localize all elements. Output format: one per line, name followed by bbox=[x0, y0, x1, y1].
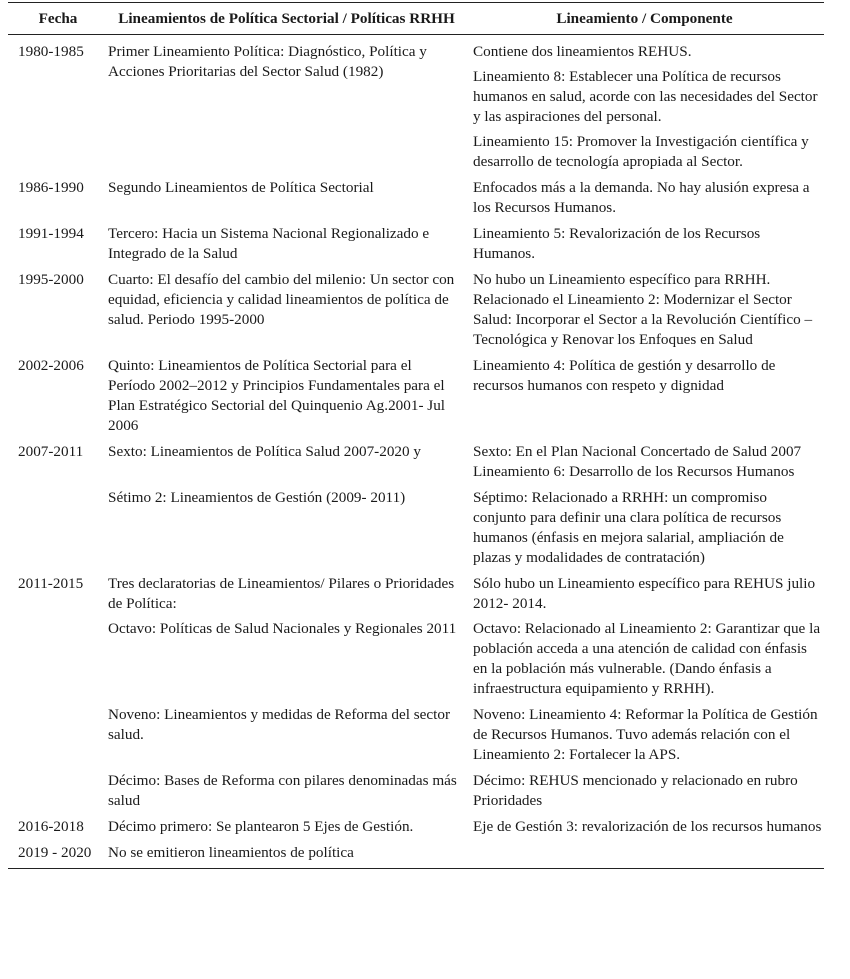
row-date bbox=[8, 699, 108, 765]
row-policy bbox=[108, 350, 465, 436]
row-policy bbox=[108, 436, 465, 482]
policy-text: Tercero: Hacia un Sistema Nacional Regionalizado e Integrado de la Salud bbox=[108, 225, 430, 262]
component-text: Sólo hubo un Lineamiento específico para REHUS julio 2012- 2014. bbox=[473, 575, 816, 612]
row-date: 2002-2006 bbox=[18, 357, 84, 374]
table-header bbox=[8, 3, 824, 35]
row-policy bbox=[108, 699, 465, 765]
policy-text: Décimo: Bases de Reforma con pilares denominadas más salud bbox=[108, 772, 457, 809]
row-policy bbox=[108, 568, 465, 699]
row-component bbox=[465, 765, 824, 811]
row-policy bbox=[108, 837, 465, 869]
row-date: 1986-1990 bbox=[18, 179, 84, 196]
table-row bbox=[8, 482, 824, 568]
header-component: Lineamiento / Componente bbox=[465, 3, 824, 35]
row-policy bbox=[108, 765, 465, 811]
row-component bbox=[465, 218, 824, 264]
policy-text: Octavo: Políticas de Salud Nacionales y Regionales 2011 bbox=[108, 620, 457, 637]
table-row bbox=[8, 765, 824, 811]
row-component bbox=[465, 436, 824, 482]
header-date: Fecha bbox=[8, 3, 108, 35]
row-component bbox=[465, 837, 824, 869]
table-row bbox=[8, 172, 824, 218]
row-component bbox=[465, 172, 824, 218]
policy-text: Tres declaratorias de Lineamientos/ Pilares o Prioridades de Política: bbox=[108, 575, 455, 612]
component-text: Lineamiento 4: Política de gestión y desarrollo de recursos humanos con respeto y dignidad bbox=[473, 357, 776, 394]
component-text: Enfocados más a la demanda. No hay alusión expresa a los Recursos Humanos. bbox=[473, 179, 810, 216]
table-row bbox=[8, 837, 824, 869]
table-row bbox=[8, 350, 824, 436]
row-component bbox=[465, 350, 824, 436]
table-row bbox=[8, 811, 824, 837]
row-policy bbox=[108, 172, 465, 218]
policy-text: Segundo Lineamientos de Política Sectorial bbox=[108, 179, 374, 196]
row-component bbox=[465, 811, 824, 837]
policy-text: Primer Lineamiento Política: Diagnóstico, Política y Acciones Prioritarias del Sector Salud (1982) bbox=[108, 43, 427, 80]
row-policy bbox=[108, 264, 465, 350]
row-date: 2016-2018 bbox=[18, 818, 84, 835]
table-row bbox=[8, 699, 824, 765]
row-policy bbox=[108, 811, 465, 837]
row-policy bbox=[108, 482, 465, 568]
row-component bbox=[465, 35, 824, 173]
component-text: Octavo: Relacionado al Lineamiento 2: Garantizar que la población acceda a una atención de calidad con énfasis en la población más vulnerable. (Dando énfasis a infraestructura equipamiento y RRHH). bbox=[473, 620, 821, 697]
policy-text: Quinto: Lineamientos de Política Sectorial para el Período 2002–2012 y Principios Fundamentales para el Plan Estratégico Sectorial del Quinquenio Ag.2001- Jul 2006 bbox=[108, 357, 446, 434]
row-component bbox=[465, 264, 824, 350]
row-date: 2011-2015 bbox=[18, 575, 84, 592]
row-date: 2007-2011 bbox=[18, 443, 84, 460]
component-text: Contiene dos lineamientos REHUS. bbox=[473, 43, 692, 60]
table-row bbox=[8, 264, 824, 350]
table-row bbox=[8, 35, 824, 173]
row-date: 2019 - 2020 bbox=[8, 837, 108, 869]
component-text: Noveno: Lineamiento 4: Reformar la Política de Gestión de Recursos Humanos. Tuvo además relación con el Lineamiento 2: Fortalecer la APS. bbox=[473, 706, 818, 763]
component-text: Séptimo: Relacionado a RRHH: un compromiso conjunto para definir una clara política de recursos humanos (énfasis en mejora salarial, ampliación de plazas y modalidades de contratación) bbox=[473, 489, 784, 566]
policy-text: Cuarto: El desafío del cambio del milenio: Un sector con equidad, eficiencia y calidad lineamientos de política de salud. Periodo 1995-2000 bbox=[108, 271, 455, 328]
row-date: 1991-1994 bbox=[18, 225, 84, 242]
policy-text: Décimo primero: Se plantearon 5 Ejes de Gestión. bbox=[108, 818, 414, 835]
row-policy bbox=[108, 218, 465, 264]
policy-text: No se emitieron lineamientos de política bbox=[108, 844, 354, 861]
row-date: 1995-2000 bbox=[18, 271, 84, 288]
row-date bbox=[8, 482, 108, 568]
component-text: No hubo un Lineamiento específico para RRHH. Relacionado el Lineamiento 2: Modernizar el Sector Salud: Incorporar el Sector a la Revolución Científico – Tecnológica y Renovar los Enfoques en Salud bbox=[473, 271, 813, 348]
component-text: Lineamiento 15: Promover la Investigación científica y desarrollo de tecnología apropiada al Sector. bbox=[473, 133, 809, 170]
table-row bbox=[8, 218, 824, 264]
policy-table bbox=[8, 2, 824, 869]
row-component bbox=[465, 568, 824, 699]
component-text: Décimo: REHUS mencionado y relacionado en rubro Prioridades bbox=[473, 772, 798, 809]
policy-text: Noveno: Lineamientos y medidas de Reforma del sector salud. bbox=[108, 706, 451, 743]
row-date: 1980-1985 bbox=[18, 43, 84, 60]
component-text: Eje de Gestión 3: revalorización de los recursos humanos bbox=[473, 818, 822, 835]
header-policy: Lineamientos de Política Sectorial / Políticas RRHH bbox=[108, 3, 465, 35]
component-text: Sexto: En el Plan Nacional Concertado de Salud 2007 Lineamiento 6: Desarrollo de los Recursos Humanos bbox=[473, 443, 802, 480]
component-text: Lineamiento 8: Establecer una Política de recursos humanos en salud, acorde con las necesidades del Sector y las aspiraciones del personal. bbox=[473, 68, 818, 125]
row-component bbox=[465, 699, 824, 765]
row-component bbox=[465, 482, 824, 568]
component-text: Lineamiento 5: Revalorización de los Recursos Humanos. bbox=[473, 225, 761, 262]
row-date bbox=[8, 765, 108, 811]
table-row bbox=[8, 568, 824, 699]
policy-text: Sétimo 2: Lineamientos de Gestión (2009- 2011) bbox=[108, 489, 406, 506]
policy-text: Sexto: Lineamientos de Política Salud 2007-2020 y bbox=[108, 443, 421, 460]
row-policy bbox=[108, 35, 465, 173]
table-row bbox=[8, 436, 824, 482]
